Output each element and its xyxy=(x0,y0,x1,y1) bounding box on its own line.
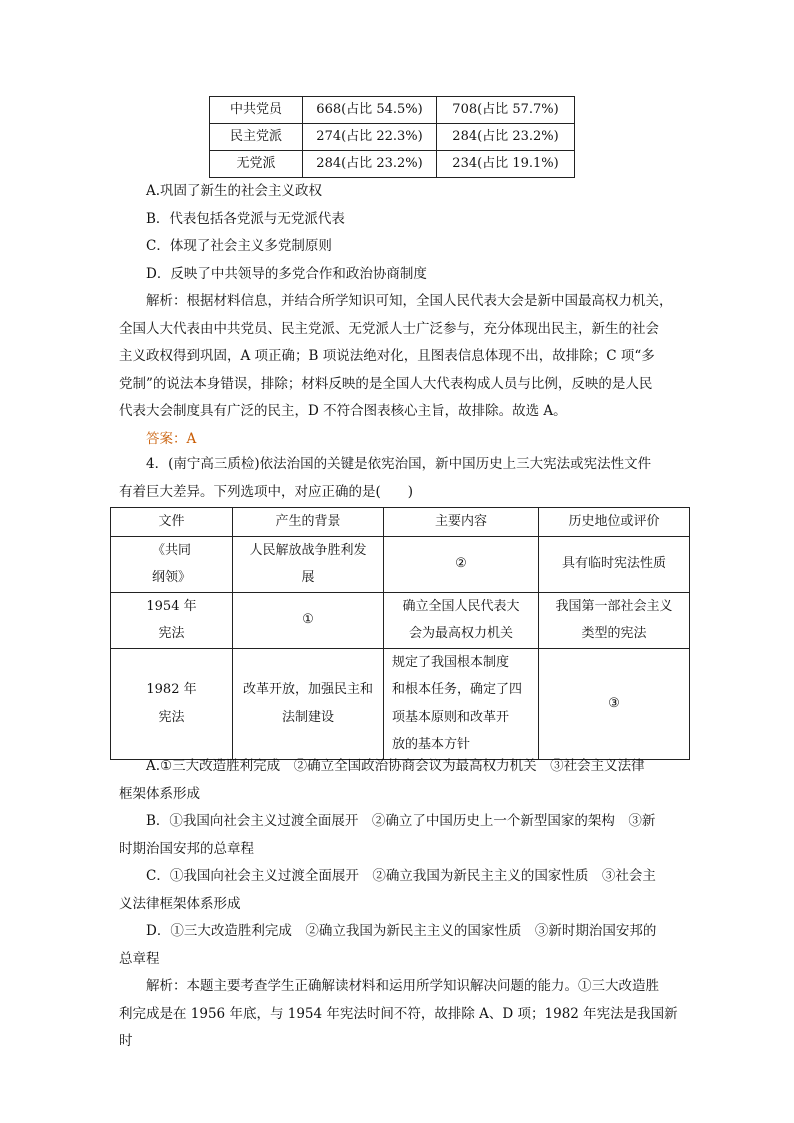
table-cell: ③ xyxy=(539,648,690,759)
table-cell: 274(占比 22.3%) xyxy=(303,124,437,151)
table-cell xyxy=(384,592,539,648)
option-b: B．代表包括各党派与无党派代表 xyxy=(146,210,345,227)
cell-line: 法制建设 xyxy=(281,709,334,725)
table-row xyxy=(210,124,575,151)
option-d: D．①三大改造胜利完成 ②确立我国为新民主主义的国家性质 ③新时期治国安邦的 xyxy=(146,923,657,939)
analysis-line: 利完成是在 1956 年底，与 1954 年宪法时间不符，故排除 A、D 项；1982 年宪法是我国新时 xyxy=(119,1005,678,1049)
table-row xyxy=(111,648,690,759)
table-cell: 708(占比 57.7%) xyxy=(437,97,575,124)
cell-line: 放的基本方针 xyxy=(392,737,471,752)
table-cell: 中共党员 xyxy=(210,97,303,124)
table-cell: ① xyxy=(233,592,384,648)
table-cell xyxy=(111,592,233,648)
table-cell: 民主党派 xyxy=(210,124,303,151)
q4-options xyxy=(119,753,689,973)
cell-line: 确立全国人民代表大 xyxy=(402,598,520,614)
option-a: A.①三大改造胜利完成 ②确立全国政治协商会议为最高权力机关 ③社会主义法律 xyxy=(146,758,645,774)
table-row xyxy=(111,592,690,648)
q4-stem xyxy=(119,451,689,506)
option-c: C．①我国向社会主义过渡全面展开 ②确立我国为新民主主义的国家性质 ③社会主 xyxy=(146,868,656,884)
q3-options xyxy=(146,178,686,288)
analysis-line: 解析：本题主要考查学生正确解读材料和运用所学知识解决问题的能力。①三大改造胜 xyxy=(146,978,659,994)
q4-analysis xyxy=(119,973,689,1056)
cell-line: 展 xyxy=(301,570,315,585)
cell-line: 改革开放，加强民主和 xyxy=(242,682,373,697)
table-cell xyxy=(111,648,233,759)
table-header-cell: 历史地位或评价 xyxy=(539,508,690,537)
table-cell: 668(占比 54.5%) xyxy=(303,97,437,124)
cell-line: 纲领》 xyxy=(151,570,191,585)
option-b-cont: 时期治国安邦的总章程 xyxy=(119,840,254,857)
constitution-table xyxy=(110,507,690,760)
table-row xyxy=(210,97,575,124)
analysis-line: 党制”的说法本身错误，排除；材料反映的是全国人大代表构成人员与比例，反映的是人民 xyxy=(119,375,653,392)
question-line: 有着巨大差异。下列选项中，对应正确的是( ) xyxy=(119,483,414,500)
table-header-cell: 文件 xyxy=(111,508,233,537)
option-c-cont: 义法律框架体系形成 xyxy=(119,895,241,912)
analysis-line: 解析：根据材料信息，并结合所学知识可知，全国人民代表大会是新中国最高权力机关， xyxy=(146,293,673,309)
q3-analysis xyxy=(119,288,689,453)
table-cell xyxy=(384,648,539,759)
cell-line: 类型的宪法 xyxy=(581,626,647,641)
table-cell xyxy=(539,592,690,648)
party-composition-table xyxy=(209,96,575,178)
cell-line: 规定了我国根本制度 xyxy=(392,654,510,670)
table-cell xyxy=(111,536,233,592)
table-cell: 234(占比 19.1%) xyxy=(437,151,575,178)
analysis-line: 主义政权得到巩固，A 项正确；B 项说法绝对化，且图表信息体现不出，故排除；C 项“多 xyxy=(119,348,655,364)
cell-line: 和根本任务，确定了四 xyxy=(392,682,523,697)
analysis-line: 全国人大代表由中共党员、民主党派、无党派人士广泛参与，充分体现出民主，新生的社会 xyxy=(119,320,659,337)
option-a-cont: 框架体系形成 xyxy=(119,785,200,802)
option-c: C．体现了社会主义多党制原则 xyxy=(146,238,332,254)
table-header-cell: 主要内容 xyxy=(384,508,539,537)
table-cell: 具有临时宪法性质 xyxy=(539,536,690,592)
table-cell: 无党派 xyxy=(210,151,303,178)
table-cell xyxy=(233,536,384,592)
option-a: A.巩固了新生的社会主义政权 xyxy=(146,183,323,199)
question-line: 4．(南宁高三质检)依法治国的关键是依宪治国，新中国历史上三大宪法或宪法性文件 xyxy=(146,456,652,472)
option-d: D．反映了中共领导的多党合作和政治协商制度 xyxy=(146,265,427,282)
cell-line: 宪法 xyxy=(158,709,185,725)
table-row xyxy=(210,151,575,178)
table-header-row xyxy=(111,508,690,537)
cell-line: 人民解放战争胜利发 xyxy=(249,542,367,558)
cell-line: 宪法 xyxy=(158,626,185,641)
analysis-line: 代表大会制度具有广泛的民主，D 不符合图表核心主旨，故排除。故选 A。 xyxy=(119,403,567,419)
table-cell xyxy=(233,648,384,759)
cell-line: 会为最高权力机关 xyxy=(408,626,513,641)
cell-line: 1954 年 xyxy=(146,598,197,614)
table-row xyxy=(111,536,690,592)
cell-line: 我国第一部社会主义 xyxy=(555,598,673,614)
table-header-cell: 产生的背景 xyxy=(233,508,384,537)
cell-line: 项基本原则和改革开 xyxy=(392,709,510,725)
cell-line: 1982 年 xyxy=(146,682,197,697)
option-b: B．①我国向社会主义过渡全面展开 ②确立了中国历史上一个新型国家的架构 ③新 xyxy=(146,813,656,829)
answer-line: 答案：A xyxy=(146,430,197,447)
cell-line: 《共同 xyxy=(151,542,191,558)
table-cell: ② xyxy=(384,536,539,592)
table-cell: 284(占比 23.2%) xyxy=(437,124,575,151)
option-d-cont: 总章程 xyxy=(119,950,160,967)
table-cell: 284(占比 23.2%) xyxy=(303,151,437,178)
